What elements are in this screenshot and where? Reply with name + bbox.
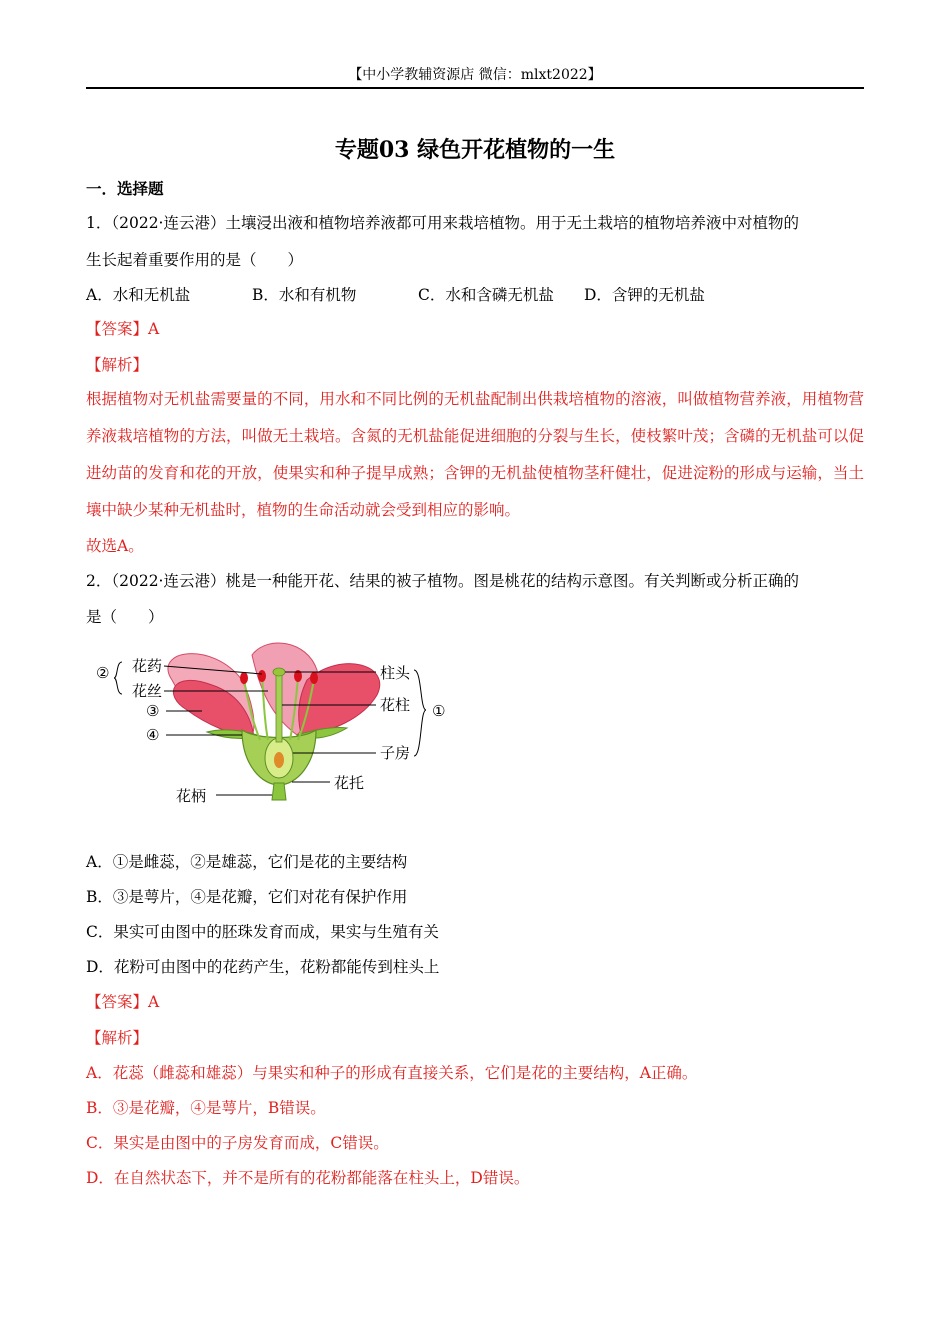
- q2-analysis-b: B．③是花瓣，④是萼片，B错误。: [86, 1099, 326, 1117]
- brace-left: [114, 662, 122, 694]
- q1-answer-value: A: [148, 320, 160, 338]
- label-stigma: 柱头: [380, 664, 411, 682]
- peach-flower-diagram: [92, 640, 462, 810]
- flower-structure-svg: [92, 640, 462, 810]
- q1-stem-line2: 生长起着重要作用的是（ ）: [86, 251, 304, 269]
- ovule-shape: [274, 752, 284, 768]
- label-ovary: 子房: [380, 744, 411, 762]
- anther-4: [310, 672, 318, 684]
- q2-analysis-c: C．果实是由图中的子房发育而成，C错误。: [86, 1134, 389, 1152]
- label-pedicel: 花柄: [176, 787, 207, 805]
- q1-analysis-text: 根据植物对无机盐需要量的不同，用水和不同比例的无机盐配制出供栽培植物的溶液，叫做植物营养液，用植物营养液栽培植物的方法，叫做无土栽培。含氮的无机盐能促进细胞的分裂与生长，使枝繁叶茂；含磷的无机盐可以促进幼苗的发育和花的开放，使果实和种子提早成熟；含钾的无机盐使植物茎秆健壮，促进淀粉的形成与运输，当土壤中缺少某种无机盐时，植物的生命活动就会受到相应的影响。: [86, 390, 864, 519]
- q2-analysis-a: A．花蕊（雌蕊和雄蕊）与果实和种子的形成有直接关系，它们是花的主要结构，A正确。: [86, 1064, 698, 1082]
- label-anther: 花药: [132, 657, 163, 675]
- q2-option-b: B．③是萼片，④是花瓣，它们对花有保护作用: [86, 888, 408, 906]
- q1-option-c: C．水和含磷无机盐: [418, 286, 554, 304]
- q2-answer-label: 【答案】: [86, 993, 149, 1011]
- q2-answer: [86, 991, 159, 1013]
- q1-option-d: D．含钾的无机盐: [584, 286, 705, 304]
- label-style: 花柱: [380, 696, 411, 714]
- style-shape: [276, 672, 282, 742]
- q1-conclusion: 故选A。: [86, 537, 144, 555]
- q2-stem-line1: 2．（2022·连云港）桃是一种能开花、结果的被子植物。图是桃花的结构示意图。有关判断或分析正确的: [86, 572, 799, 590]
- q2-option-d: D．花粉可由图中的花药产生，花粉都能传到柱头上: [86, 958, 440, 976]
- q1-option-a: A．水和无机盐: [86, 286, 191, 304]
- page-header: 【中小学教辅资源店 微信：mlxt2022】: [348, 67, 602, 83]
- label-filament: 花丝: [132, 682, 163, 700]
- q2-option-a: A．①是雌蕊，②是雄蕊，它们是花的主要结构: [86, 853, 408, 871]
- q2-answer-value: A: [148, 993, 160, 1011]
- q2-analysis-d: D．在自然状态下，并不是所有的花粉都能落在柱头上，D错误。: [86, 1169, 530, 1187]
- brace-right: [414, 670, 426, 756]
- q1-option-b: B．水和有机物: [252, 286, 357, 304]
- stigma-shape: [273, 668, 285, 676]
- anther-1: [240, 672, 248, 684]
- q1-analysis-label: 【解析】: [86, 356, 149, 374]
- q1-stem-line1: 1．（2022·连云港）土壤浸出液和植物培养液都可用来栽培植物。用于无土栽培的植物培养液中对植物的: [86, 214, 799, 232]
- header-divider: [86, 87, 864, 89]
- label-n3: ③: [146, 702, 160, 720]
- q1-answer-label: 【答案】: [86, 320, 149, 338]
- q2-stem-line2: 是（ ）: [86, 608, 164, 626]
- anther-2: [258, 670, 266, 682]
- q1-answer: [86, 318, 159, 340]
- q2-analysis-label: 【解析】: [86, 1029, 149, 1047]
- q2-option-c: C．果实可由图中的胚珠发育而成，果实与生殖有关: [86, 923, 439, 941]
- page-title: 专题03 绿色开花植物的一生: [334, 137, 616, 163]
- pedicel-shape: [272, 783, 286, 800]
- label-n2: ②: [96, 664, 110, 682]
- label-receptacle: 花托: [334, 774, 365, 792]
- section-heading: 一．选择题: [86, 179, 164, 198]
- label-n1: ①: [432, 702, 446, 720]
- label-n4: ④: [146, 726, 160, 744]
